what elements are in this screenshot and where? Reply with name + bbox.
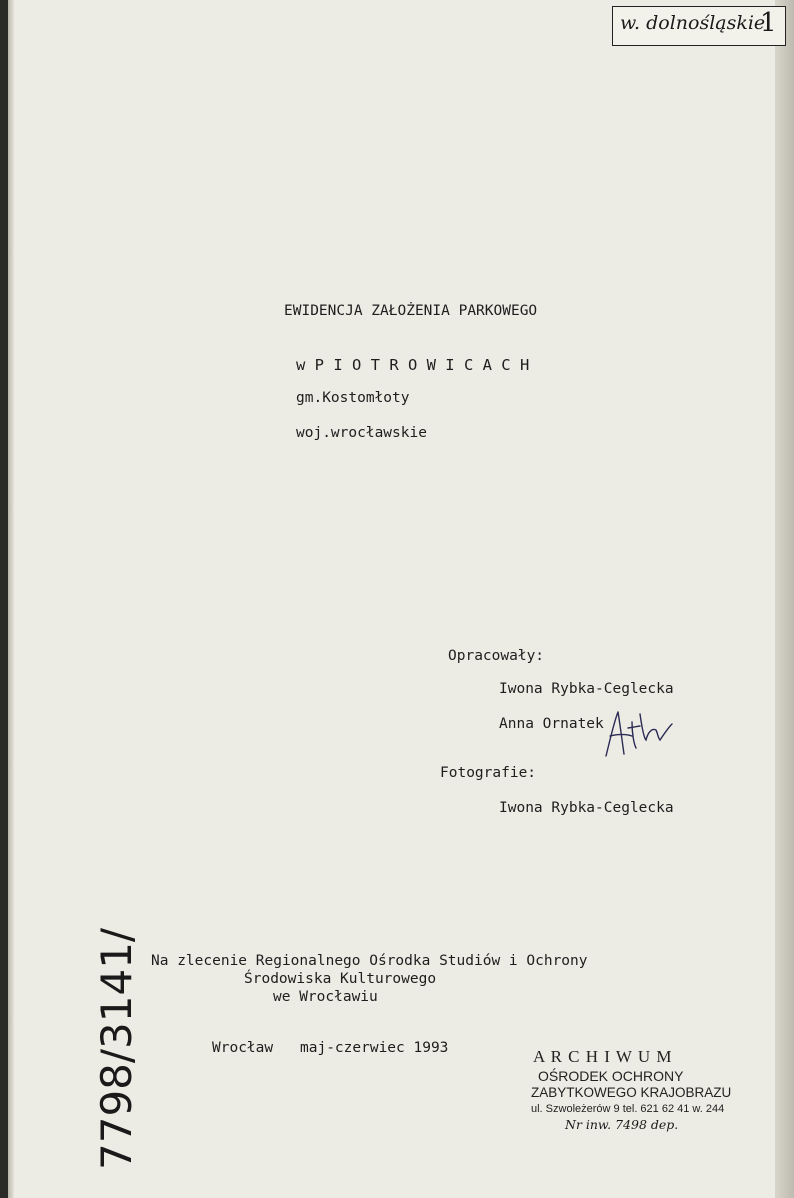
corner-number: 1 — [760, 8, 777, 38]
stamp-archiwum: A R C H I W U M — [533, 1047, 673, 1066]
handwritten-signature — [596, 704, 676, 764]
side-handwritten-number: 7798/3141/ — [92, 927, 141, 1170]
location: w P I O T R O W I C A C H — [296, 356, 530, 374]
authors-label: Opracowały: — [448, 648, 545, 664]
binding-spine — [0, 0, 8, 1198]
photographer: Iwona Rybka-Ceglecka — [499, 800, 674, 816]
commission-line-2: Środowiska Kulturowego — [244, 971, 437, 987]
commission-line-1: Na zlecenie Regionalnego Ośrodka Studiów i Ochrony — [151, 953, 588, 969]
stamp-line-3: ZABYTKOWEGO KRAJOBRAZU — [531, 1085, 732, 1100]
author-1: Iwona Rybka-Ceglecka — [499, 681, 674, 697]
place: Wrocław — [212, 1040, 274, 1056]
photos-label: Fotografie: — [440, 765, 537, 781]
stamp-line-4: ul. Szwoleżerów 9 tel. 621 62 41 w. 244 — [531, 1103, 725, 1115]
stamp-inventory-number: Nr inw. 7498 dep. — [565, 1117, 679, 1132]
author-2: Anna Ornatek — [499, 716, 604, 732]
voivodeship: woj.wrocławskie — [296, 425, 427, 441]
date: maj-czerwiec 1993 — [300, 1040, 449, 1056]
page-right-edge — [775, 0, 794, 1198]
commission-line-3: we Wrocławiu — [273, 989, 378, 1005]
page-edge-shadow — [8, 0, 14, 1198]
corner-label: w. dolnośląskie — [620, 12, 766, 34]
commune: gm.Kostomłoty — [296, 390, 410, 406]
document-title: EWIDENCJA ZAŁOŻENIA PARKOWEGO — [284, 303, 538, 319]
stamp-line-2: OŚRODEK OCHRONY — [538, 1068, 684, 1084]
